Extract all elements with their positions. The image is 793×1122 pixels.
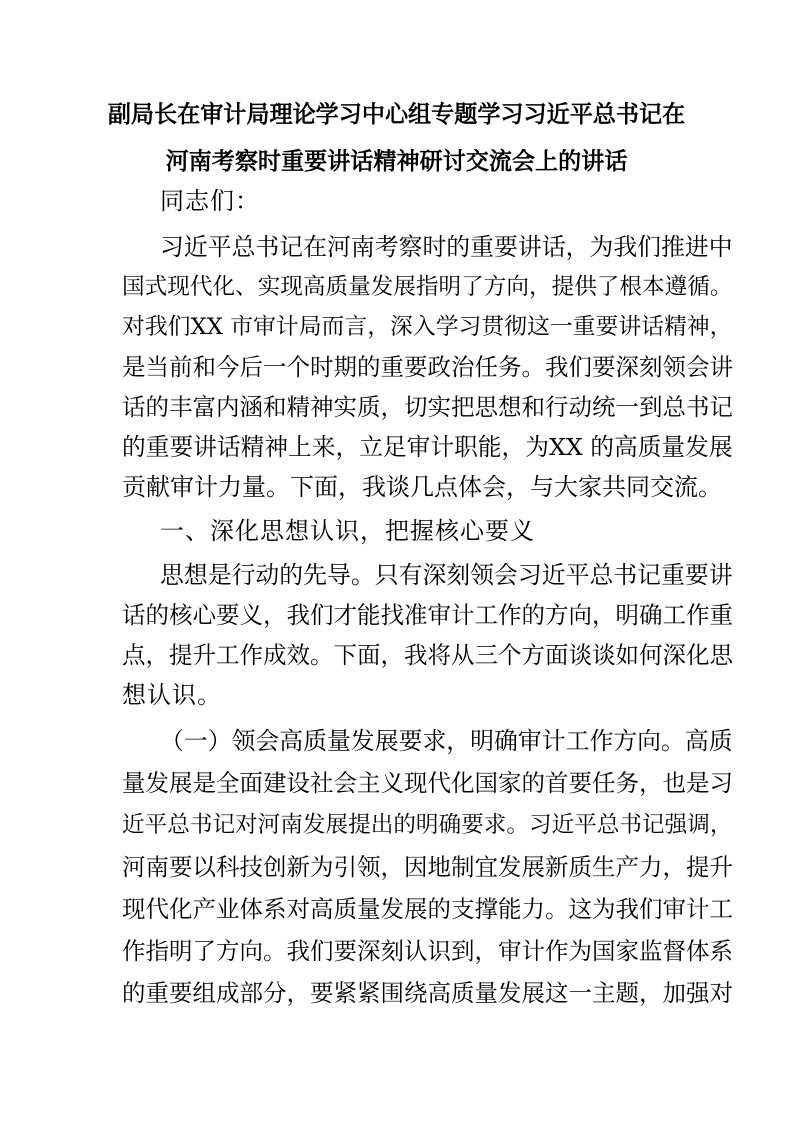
paragraph-line: 是当前和今后一个时期的重要政治任务。我们要深刻领会讲 (122, 353, 733, 381)
paragraph-line: 话的核心要义，我们才能找准审计工作的方向，明确工作重 (122, 601, 733, 629)
document-title-line-2: 河南考察时重要讲话精神研讨交流会上的讲话 (165, 148, 628, 175)
paragraph-line: 想认识。 (122, 681, 222, 709)
paragraph-line: 量发展是全面建设社会主义现代化国家的首要任务，也是习 (122, 769, 733, 797)
salutation: 同志们： (160, 187, 260, 215)
paragraph-line: 的重要讲话精神上来，立足审计职能，为XX 的高质量发展 (122, 433, 733, 461)
document-title-line-1: 副局长在审计局理论学习中心组专题学习习近平总书记在 (107, 101, 686, 128)
paragraph-line: 对我们XX 市审计局而言，深入学习贯彻这一重要讲话精神， (122, 314, 733, 340)
paragraph-line: 点，提升工作成效。下面，我将从三个方面谈谈如何深化思 (122, 641, 733, 669)
paragraph-line: 贡献审计力量。下面，我谈几点体会，与大家共同交流。 (122, 473, 722, 501)
paragraph-line: 国式现代化、实现高质量发展指明了方向，提供了根本遵循。 (122, 274, 733, 300)
paragraph-line: 思想是行动的先导。只有深刻领会习近平总书记重要讲 (160, 561, 733, 589)
paragraph-line: 的重要组成部分，要紧紧围绕高质量发展这一主题，加强对 (122, 979, 733, 1007)
paragraph-line: （一）领会高质量发展要求，明确审计工作方向。高质 (160, 727, 733, 755)
paragraph-line: 近平总书记对河南发展提出的明确要求。习近平总书记强调， (122, 812, 733, 838)
paragraph-line: 作指明了方向。我们要深刻认识到，审计作为国家监督体系 (122, 937, 733, 965)
paragraph-line: 话的丰富内涵和精神实质，切实把思想和行动统一到总书记 (122, 393, 733, 421)
section-heading: 一、深化思想认识，把握核心要义 (160, 517, 535, 545)
paragraph-line: 现代化产业体系对高质量发展的支撑能力。这为我们审计工 (122, 895, 733, 923)
paragraph-line: 习近平总书记在河南考察时的重要讲话，为我们推进中 (160, 233, 733, 261)
paragraph-line: 河南要以科技创新为引领，因地制宜发展新质生产力，提升 (122, 853, 733, 881)
